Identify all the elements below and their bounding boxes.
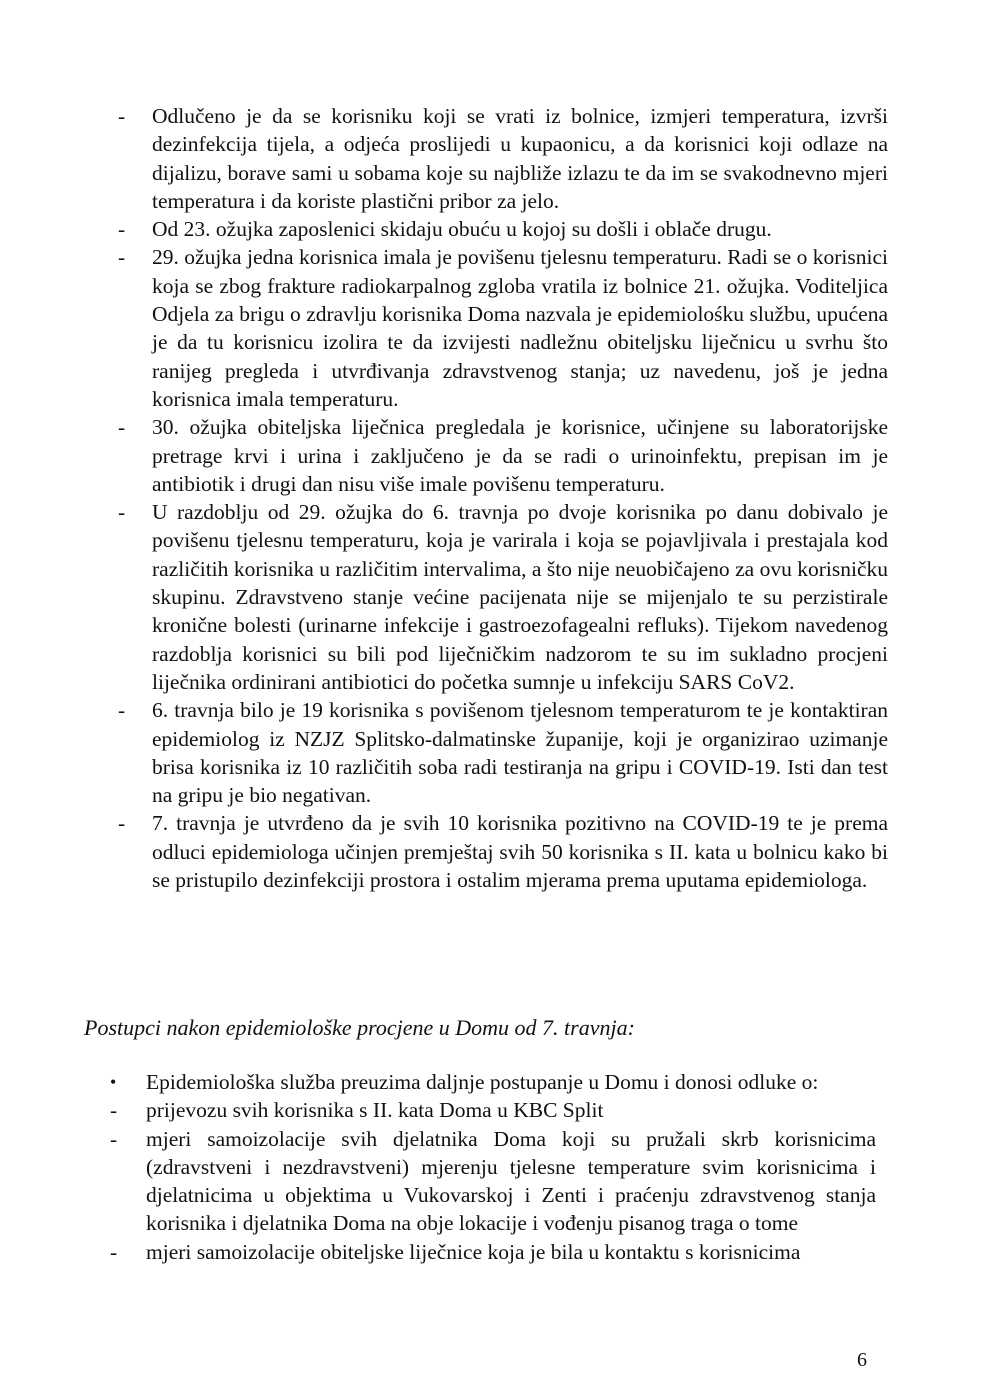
list-item-text: U razdoblju od 29. ožujka do 6. travnja po dvoje korisnika po danu dobivalo je povišenu tjelesnu temperaturu, koja je varirala i koja se pojavljivala i prestajala kod različitih korisnika u različitim intervalima, a što nije neuobičajeno za ovu korisničku skupinu. Zdravstveno stanje većine pacijenata nije se mijenjalo te su perzistirale kronične bolesti (urinarne infekcije i gastroezofagealni refluks). Tijekom navedenog razdoblja korisnici su bili pod liječničkim nadzorom te su im sukladno procjeni liječnika ordinirani antibiotici do početka sumnje u infekciju SARS CoV2. [152,500,888,694]
top-dash-list [118,102,888,894]
dash-marker: - [118,500,126,525]
list-item [118,102,888,215]
dash-marker: - [110,1239,118,1264]
list-item [118,696,888,809]
list-item-text: 30. ožujka obiteljska liječnica pregledala je korisnice, učinjene su laboratorijske pretrage krvi i urina i zaključeno je da se radi o urinoinfektu, prepisan im je antibiotik i drugi dan nisu više imale povišenu temperaturu. [152,415,888,496]
list-item-text: Od 23. ožujka zaposlenici skidaju obuću u kojoj su došli i oblače drugu. [152,217,772,242]
list-item [118,498,888,696]
list-item [110,1068,876,1096]
list-item-text: 29. ožujka jedna korisnica imala je povišenu tjelesnu temperaturu. Radi se o korisnici koja se zbog frakture radiokarpalnog zgloba vratila iz bolnice 21. ožujka. Voditeljica Odjela za brigu o zdravlju korisnika Doma nazvala je epidemiolośku službu, upućena je da tu korisnicu izolira te da izvijesti nadležnu obiteljsku liječnicu u svrhu što ranijeg pregleda i utvrđivanja zdravstvenog stanja; uz navedenu, još je jedna korisnica imala temperaturu. [152,245,888,411]
dash-marker: - [110,1098,118,1123]
list-item-text: Odlučeno je da se korisniku koji se vrati iz bolnice, izmjeri temperatura, izvrši dezinfekcija tijela, a odjeća proslijedi u kupaonicu, a da korisnici koji odlaze na dijalizu, borave sami u sobama koje su najbliže izlazu te da im se svakodnevno mjeri temperatura i da koriste plastični pribor za jelo. [152,104,888,213]
list-item [118,215,888,243]
list-item-text: mjeri samoizolacije obiteljske liječnice koja je bila u kontaktu s korisnicima [146,1239,801,1264]
list-item [118,809,888,894]
list-item [110,1096,876,1124]
dash-marker: - [118,217,126,242]
dash-marker: - [118,811,126,836]
list-item-text: 6. travnja bilo je 19 korisnika s povišenom tjelesnom temperaturom te je kontaktiran epidemiolog iz NZJZ Splitsko-dalmatinske županije, koji je organizirao uzimanje brisa korisnika iz 10 različitih soba radi testiranja na gripu i COVID-19. Isti dan test na gripu je bio negativan. [152,698,888,808]
dash-marker: - [118,245,126,270]
list-item [110,1238,876,1266]
page-number: 6 [857,1349,867,1371]
list-item [118,243,888,413]
dash-marker: - [118,104,126,128]
list-item-text: Epidemiološka služba preuzima daljnje postupanje u Domu i donosi odluke o: [146,1070,819,1094]
dash-marker: - [110,1126,118,1151]
bullet-marker: • [110,1072,117,1092]
bottom-list [110,1068,876,1266]
section-heading: Postupci nakon epidemiološke procjene u Domu od 7. travnja: [84,1015,635,1040]
list-item [110,1125,876,1238]
list-item [118,413,888,498]
list-item-text: mjeri samoizolacije svih djelatnika Doma koji su pružali skrb korisnicima (zdravstveni i nezdravstveni) mjerenju tjelesne temperature svim korisnicima i djelatnicima u objektima u Vukovarskoj i Zenti i praćenju zdravstvenog stanja korisnika i djelatnika Doma na obje lokacije i vođenju pisanog traga o tome [146,1126,876,1236]
list-item-text: 7. travnja je utvrđeno da je svih 10 korisnika pozitivno na COVID-19 te je prema odluci epidemiologa učinjen premještaj svih 50 korisnika s II. kata u bolnicu kako bi se pristupilo dezinfekciji prostora i ostalim mjerama prema uputama epidemiologa. [152,811,888,893]
dash-marker: - [118,698,126,723]
list-item-text: prijevozu svih korisnika s II. kata Doma u KBC Split [146,1098,604,1123]
dash-marker: - [118,415,126,440]
